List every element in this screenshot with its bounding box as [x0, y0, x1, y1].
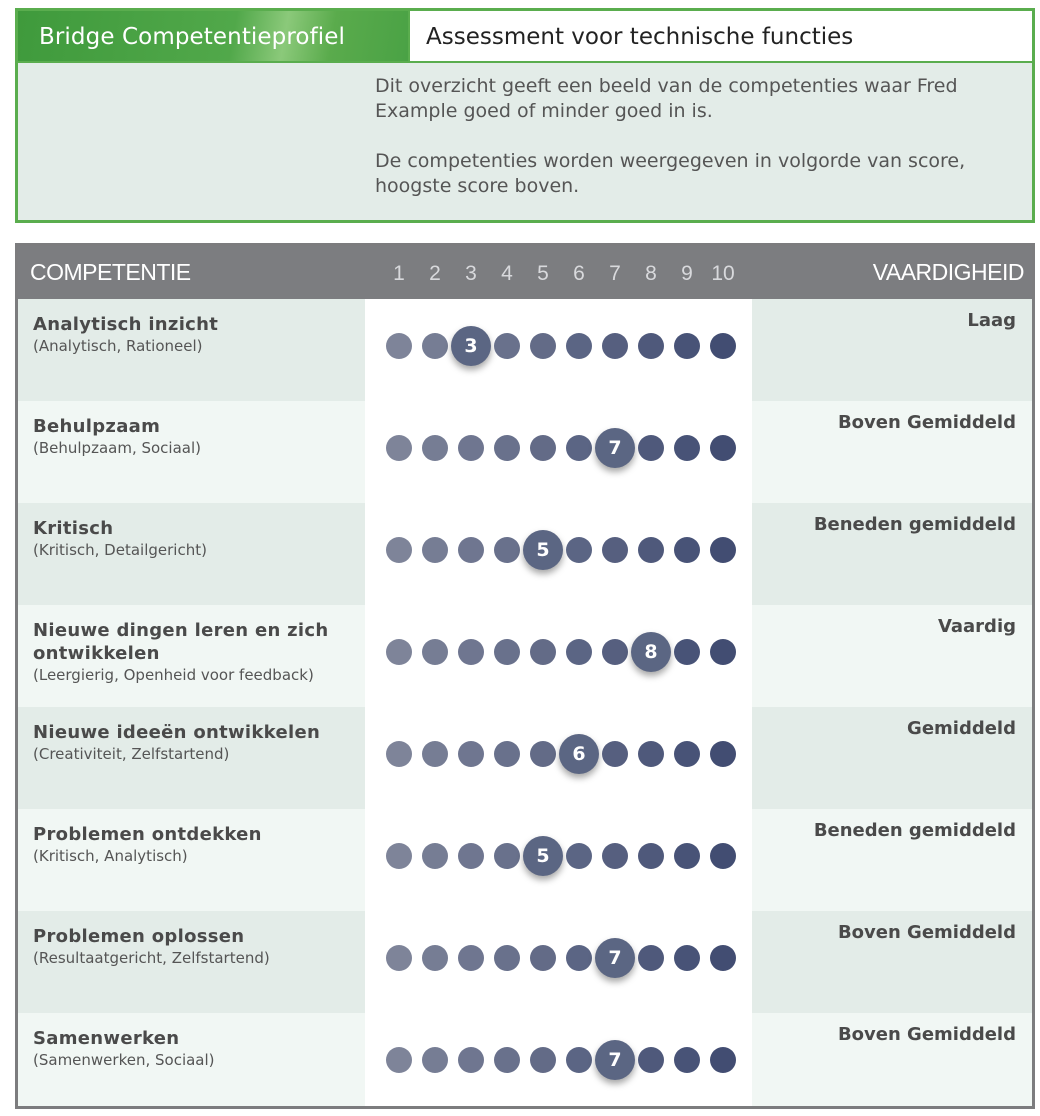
- description-paragraph-2: De competenties worden weergegeven in volgorde van score, hoogste score boven.: [375, 150, 966, 197]
- brand-label: Bridge Competentieprofiel: [18, 11, 408, 61]
- score-dots: [365, 605, 752, 707]
- scale-number-1: 1: [393, 262, 405, 285]
- skill-level: Gemiddeld: [907, 718, 1016, 739]
- score-dot-2: [422, 639, 448, 665]
- skill-level: Laag: [967, 310, 1016, 331]
- score-dots: [365, 809, 752, 911]
- scale-number-3: 3: [465, 262, 477, 285]
- score-dot-9: [674, 1047, 700, 1073]
- competency-subtitle: (Samenwerken, Sociaal): [33, 1051, 215, 1069]
- competency-subtitle: (Creativiteit, Zelfstartend): [33, 745, 230, 763]
- score-dot-2: [422, 537, 448, 563]
- competency-name: Nieuwe dingen leren en zich ontwikkelen: [33, 620, 329, 664]
- score-dot-4: [494, 435, 520, 461]
- score-marker: 8: [631, 632, 671, 672]
- score-dot-4: [494, 945, 520, 971]
- score-marker: 7: [595, 938, 635, 978]
- competency-name: Problemen oplossen: [33, 926, 245, 947]
- score-cell: [365, 503, 752, 605]
- score-dot-8: [638, 1047, 664, 1073]
- score-cell: [365, 605, 752, 707]
- score-dot-7: [602, 537, 628, 563]
- score-cell: [365, 809, 752, 911]
- score-cell: [365, 707, 752, 809]
- skill-cell: [752, 911, 1032, 1013]
- score-dot-9: [674, 537, 700, 563]
- score-dot-8: [638, 741, 664, 767]
- score-dot-6: [566, 537, 592, 563]
- competency-name: Kritisch: [33, 518, 114, 539]
- score-dot-3: [458, 945, 484, 971]
- score-dot-1: [386, 741, 412, 767]
- score-dot-9: [674, 435, 700, 461]
- competency-table: [15, 243, 1035, 1109]
- score-dot-5: [530, 639, 556, 665]
- report-description: [375, 74, 1025, 224]
- header-top-bar: [18, 11, 1032, 63]
- report-title: Assessment voor technische functies: [408, 11, 1032, 61]
- score-dot-10: [710, 741, 736, 767]
- competency-cell: [18, 809, 365, 911]
- score-dot-5: [530, 333, 556, 359]
- column-header-vaardigheid: VAARDIGHEID: [872, 259, 1024, 285]
- table-header: [18, 246, 1032, 299]
- competency-cell: [18, 401, 365, 503]
- skill-level: Beneden gemiddeld: [813, 820, 1016, 841]
- score-dot-3: [458, 435, 484, 461]
- skill-level: Boven Gemiddeld: [837, 922, 1016, 943]
- score-dot-4: [494, 537, 520, 563]
- score-dot-1: [386, 435, 412, 461]
- score-dot-7: [602, 333, 628, 359]
- competency-subtitle: (Kritisch, Analytisch): [33, 847, 188, 865]
- score-dots: [365, 503, 752, 605]
- competency-name: Nieuwe ideeën ontwikkelen: [33, 722, 321, 743]
- score-dot-6: [566, 435, 592, 461]
- competency-subtitle: (Kritisch, Detailgericht): [33, 541, 207, 559]
- competency-cell: [18, 1013, 365, 1109]
- skill-cell: [752, 1013, 1032, 1109]
- score-dots: [365, 401, 752, 503]
- score-dot-2: [422, 945, 448, 971]
- skill-cell: [752, 401, 1032, 503]
- description-paragraph-1: Dit overzicht geeft een beeld van de competenties waar Fred Example goed of minder goed in is.: [375, 75, 958, 122]
- score-dot-8: [638, 945, 664, 971]
- score-dots: [365, 1013, 752, 1109]
- score-dot-1: [386, 333, 412, 359]
- score-marker: 5: [523, 530, 563, 570]
- score-dot-7: [602, 741, 628, 767]
- table-row: [18, 401, 1032, 503]
- skill-cell: [752, 809, 1032, 911]
- score-marker: 7: [595, 1040, 635, 1080]
- scale-number-8: 8: [645, 262, 657, 285]
- competency-name: Analytisch inzicht: [33, 314, 219, 335]
- profile-header: [15, 8, 1035, 223]
- score-dot-4: [494, 1047, 520, 1073]
- score-dot-4: [494, 333, 520, 359]
- skill-cell: [752, 707, 1032, 809]
- score-dot-8: [638, 435, 664, 461]
- score-dot-6: [566, 333, 592, 359]
- score-dot-10: [710, 537, 736, 563]
- score-dot-8: [638, 537, 664, 563]
- score-dots: [365, 707, 752, 809]
- table-row: [18, 809, 1032, 911]
- competency-subtitle: (Behulpzaam, Sociaal): [33, 439, 201, 457]
- score-dot-4: [494, 639, 520, 665]
- skill-level: Boven Gemiddeld: [837, 1024, 1016, 1045]
- table-row: [18, 503, 1032, 605]
- score-dots: [365, 299, 752, 401]
- score-dot-2: [422, 843, 448, 869]
- score-cell: [365, 1013, 752, 1109]
- score-dot-6: [566, 843, 592, 869]
- score-dot-6: [566, 1047, 592, 1073]
- competency-cell: [18, 299, 365, 401]
- score-dot-3: [458, 741, 484, 767]
- score-dot-6: [566, 945, 592, 971]
- score-dot-2: [422, 741, 448, 767]
- skill-level: Vaardig: [937, 616, 1016, 637]
- score-dot-9: [674, 639, 700, 665]
- score-dot-10: [710, 333, 736, 359]
- score-dot-3: [458, 843, 484, 869]
- score-cell: [365, 299, 752, 401]
- table-row: [18, 707, 1032, 809]
- skill-level: Beneden gemiddeld: [813, 514, 1016, 535]
- scale-number-2: 2: [429, 262, 441, 285]
- score-dots: [365, 911, 752, 1013]
- score-dot-9: [674, 945, 700, 971]
- score-dot-1: [386, 1047, 412, 1073]
- score-dot-9: [674, 843, 700, 869]
- table-row: [18, 1013, 1032, 1109]
- score-dot-5: [530, 741, 556, 767]
- score-dot-3: [458, 537, 484, 563]
- score-dot-10: [710, 843, 736, 869]
- score-dot-2: [422, 1047, 448, 1073]
- competency-subtitle: (Analytisch, Rationeel): [33, 337, 203, 355]
- column-header-competentie: COMPETENTIE: [30, 259, 191, 285]
- skill-level: Boven Gemiddeld: [837, 412, 1016, 433]
- score-dot-4: [494, 741, 520, 767]
- score-dot-2: [422, 435, 448, 461]
- table-row: [18, 911, 1032, 1013]
- competency-name: Problemen ontdekken: [33, 824, 262, 845]
- skill-cell: [752, 299, 1032, 401]
- score-dot-1: [386, 945, 412, 971]
- competency-name: Behulpzaam: [33, 416, 161, 437]
- competency-cell: [18, 707, 365, 809]
- competency-subtitle: (Resultaatgericht, Zelfstartend): [33, 949, 270, 967]
- scale-number-10: 10: [711, 262, 735, 285]
- score-cell: [365, 401, 752, 503]
- score-dot-5: [530, 435, 556, 461]
- score-marker: 7: [595, 428, 635, 468]
- score-dot-10: [710, 639, 736, 665]
- scale-number-5: 5: [537, 262, 549, 285]
- score-dot-1: [386, 843, 412, 869]
- skill-cell: [752, 605, 1032, 707]
- score-dot-9: [674, 741, 700, 767]
- score-dot-8: [638, 843, 664, 869]
- score-marker: 3: [451, 326, 491, 366]
- score-dot-6: [566, 639, 592, 665]
- score-cell: [365, 911, 752, 1013]
- scale-number-9: 9: [681, 262, 693, 285]
- competency-cell: [18, 503, 365, 605]
- scale-number-7: 7: [609, 262, 621, 285]
- table-row: [18, 605, 1032, 707]
- score-dot-10: [710, 945, 736, 971]
- score-dot-4: [494, 843, 520, 869]
- table-body: [18, 299, 1032, 1109]
- score-dot-1: [386, 639, 412, 665]
- competency-cell: [18, 911, 365, 1013]
- scale-number-6: 6: [573, 262, 585, 285]
- score-marker: 6: [559, 734, 599, 774]
- score-dot-10: [710, 435, 736, 461]
- score-dot-3: [458, 639, 484, 665]
- table-row: [18, 299, 1032, 401]
- score-dot-3: [458, 1047, 484, 1073]
- score-dot-7: [602, 843, 628, 869]
- skill-cell: [752, 503, 1032, 605]
- score-dot-1: [386, 537, 412, 563]
- score-dot-5: [530, 945, 556, 971]
- scale-number-4: 4: [501, 262, 513, 285]
- competency-cell: [18, 605, 365, 707]
- competency-subtitle: (Leergierig, Openheid voor feedback): [33, 666, 314, 684]
- score-dot-5: [530, 1047, 556, 1073]
- score-marker: 5: [523, 836, 563, 876]
- score-dot-8: [638, 333, 664, 359]
- score-dot-7: [602, 639, 628, 665]
- score-dot-9: [674, 333, 700, 359]
- competency-name: Samenwerken: [33, 1028, 180, 1049]
- score-dot-2: [422, 333, 448, 359]
- score-dot-10: [710, 1047, 736, 1073]
